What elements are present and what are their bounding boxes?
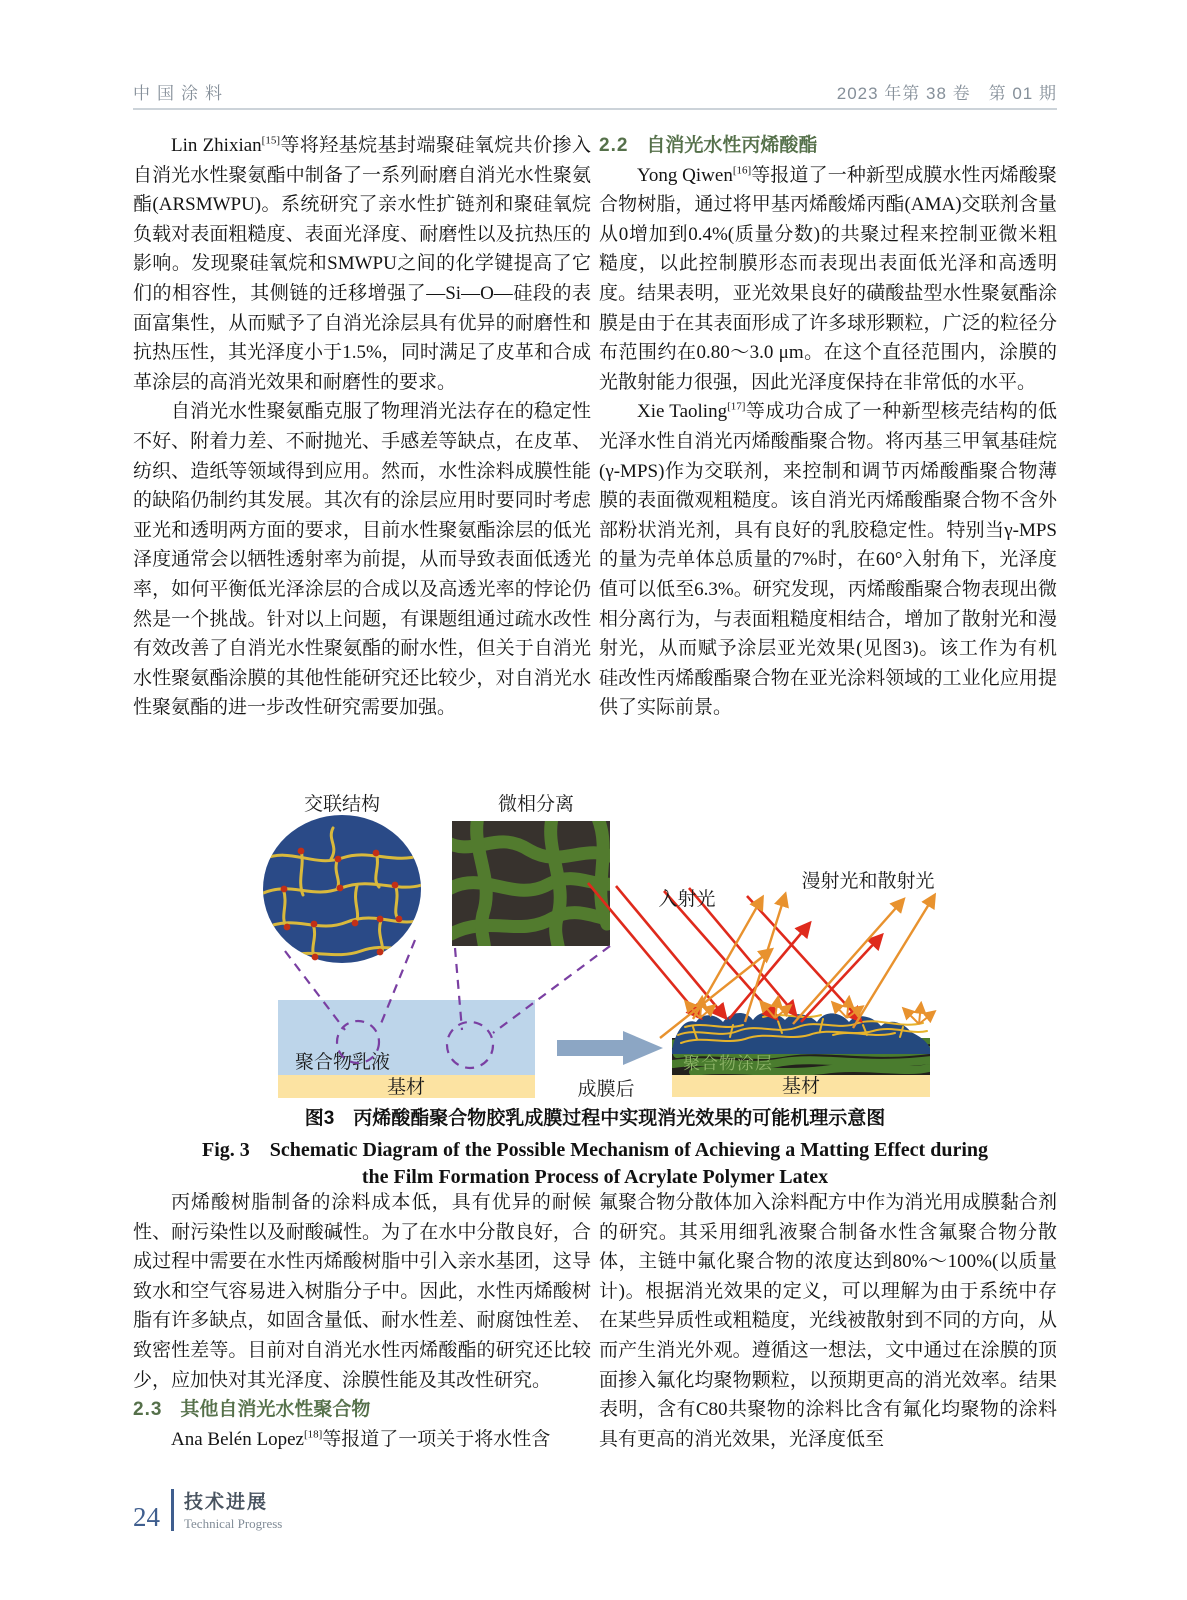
- incident-light-rays: [588, 883, 881, 1022]
- figure-label-after-film: 成膜后: [577, 1079, 635, 1100]
- film-formation-arrow: [557, 1031, 663, 1100]
- polymer-coating-block: [671, 1012, 931, 1097]
- section-heading-2-3: [133, 1395, 591, 1425]
- issue-info: 2023 年第 38 卷 第 01 期: [836, 84, 1057, 103]
- journal-title: 中国涂料: [133, 84, 229, 103]
- figure-label-microphase: 微相分离: [497, 794, 575, 815]
- section-number: 2.3: [133, 1399, 163, 1421]
- section-heading-2-2: [599, 131, 1057, 161]
- figure-3: [133, 788, 1057, 1102]
- figure-label-diffuse: 漫射光和散射光: [801, 871, 935, 892]
- bottom-right-column: [599, 1188, 1057, 1473]
- top-right-column: [599, 131, 1057, 787]
- figure-label-coating: 聚合物涂层: [683, 1054, 773, 1073]
- figure-label-crosslink: 交联结构: [303, 794, 381, 815]
- section-title: 自消光水性丙烯酸酯: [646, 135, 818, 156]
- paragraph: Xie Taoling[17]等成功合成了一种新型核壳结构的低光泽水性自消光丙烯酸酯聚合物。将丙基三甲氧基硅烷(γ-MPS)作为交联剂，来控制和调节丙烯酸酯聚合物薄膜的表面微观粗糙度。该自消光丙烯酸酯聚合物不含外部粉状消光剂，具有良好的乳胶稳定性。特别当γ-MPS的量为壳单体总质量的7%时，在60°入射角下，光泽度值可以低至6.3%。研究发现，丙烯酸酯聚合物表现出微相分离行为，与表面粗糙度相结合，增加了散射光和漫射光，从而赋予涂层亚光效果(见图3)。该工作为有机硅改性丙烯酸酯聚合物在亚光涂料领域的工业化应用提供了实际前景。: [599, 401, 1057, 719]
- bottom-columns: [133, 1188, 1057, 1473]
- top-columns: [133, 131, 1057, 787]
- figure-caption: [133, 1103, 1057, 1191]
- paragraph: Lin Zhixian[15]等将羟基烷基封端聚硅氧烷共价掺入自消光水性聚氨酯中制备了一系列耐磨自消光水性聚氨酯(ARSMWPU)。系统研究了亲水性扩链剂和聚硅氧烷负载对表面粗糙度、表面光泽度、耐磨性以及抗热压的影响。发现聚硅氧烷和SMWPU之间的化学键提高了它们的相容性，其侧链的迁移增强了—Si—O—硅段的表面富集性，从而赋予了自消光涂层具有优异的耐磨性和抗热压性，其光泽度小于1.5%，同时满足了皮革和合成革涂层的高消光效果和耐磨性的要求。: [133, 134, 591, 393]
- figure-caption-en-line1: Fig. 3 Schematic Diagram of the Possible Mechanism of Achieving a Matting Effect during: [201, 1139, 989, 1161]
- figure-caption-en-line2: the Film Formation Process of Acrylate Polymer Latex: [361, 1166, 829, 1188]
- microphase-separation-illustration: [443, 812, 625, 960]
- footer-divider: [171, 1489, 174, 1531]
- section-number: 2.2: [599, 135, 629, 156]
- top-left-column: [133, 131, 591, 787]
- paragraph: Ana Belén Lopez[18]等报道了一项关于将水性含: [171, 1428, 551, 1450]
- page-number: 24: [133, 1502, 160, 1532]
- figure-label-substrate-left: 基材: [386, 1077, 426, 1098]
- paragraph: 氟聚合物分散体加入涂料配方中作为消光用成膜黏合剂的研究。其采用细乳液聚合制备水性含氟聚合物分散体，主链中氟化聚合物的浓度达到80%～100%(以质量计)。根据消光效果的定义，可以理解为由于系统中存在某些异质性或粗糙度，光线被散射到不同的方向，从而产生消光外观。遵循这一想法，文中通过在涂膜的顶面掺入氟化均聚物颗粒，以预期更高的消光效率。结果表明，含有C80共聚物的涂料比含有氟化均聚物的涂料具有更高的消光效果，光泽度低至: [599, 1192, 1057, 1450]
- page-header: [133, 78, 1057, 110]
- paragraph: 自消光水性聚氨酯克服了物理消光法存在的稳定性不好、附着力差、不耐抛光、手感差等缺点，在皮革、纺织、造纸等领域得到应用。然而，水性涂料成膜性能的缺陷仍制约其发展。其次有的涂层应用时要同时考虑亚光和透明两方面的要求，目前水性聚氨酯涂层的低光泽度通常会以牺牲透射率为前提，从而导致表面低透光率，如何平衡低光泽涂层的合成以及高透光率的悖论仍然是一个挑战。针对以上问题，有课题组通过疏水改性有效改善了自消光水性聚氨酯的耐水性，但关于自消光水性聚氨酯涂膜的其他性能研究还比较少，对自消光水性聚氨酯的进一步改性研究需要加强。: [133, 401, 591, 719]
- polymer-emulsion-block: [278, 1000, 535, 1098]
- crosslink-structure-illustration: [261, 815, 425, 963]
- figure-label-emulsion: 聚合物乳液: [295, 1052, 391, 1073]
- figure-label-substrate-right: 基材: [781, 1076, 821, 1097]
- section-title: 其他自消光水性聚合物: [180, 1399, 371, 1421]
- footer-section-en: Technical Progress: [184, 1516, 283, 1531]
- figure-label-incident: 入射光: [658, 889, 716, 910]
- figure-caption-zh: 图3 丙烯酸酯聚合物胶乳成膜过程中实现消光效果的可能机理示意图: [304, 1108, 886, 1129]
- bottom-left-column: [133, 1188, 591, 1473]
- paragraph: Yong Qiwen[16]等报道了一种新型成膜水性丙烯酸聚合物树脂，通过将甲基丙烯酸烯丙酯(AMA)交联剂含量从0增加到0.4%(质量分数)的共聚过程来控制亚微米粗糙度，以此控制膜形态而表现出表面低光泽和高透明度。结果表明，亚光效果良好的磺酸盐型水性聚氨酯涂膜是由于在其表面形成了许多球形颗粒，广泛的粒径分布范围约在0.80～3.0 μm。在这个直径范围内，涂膜的光散射能力很强，因此光泽度保持在非常低的水平。: [599, 164, 1057, 393]
- footer-section: [184, 1487, 282, 1532]
- page-footer: [133, 1487, 282, 1532]
- paragraph: 丙烯酸树脂制备的涂料成本低，具有优异的耐候性、耐污染性以及耐酸碱性。为了在水中分散良好，合成过程中需要在水性丙烯酸树脂中引入亲水基团，这导致水和空气容易进入树脂分子中。因此，水性丙烯酸树脂有许多缺点，如固含量低、耐水性差、耐腐蚀性差、致密性差等。目前对自消光水性丙烯酸酯的研究还比较少，应加快对其光泽度、涂膜性能及其改性研究。: [133, 1192, 591, 1391]
- footer-section-zh: 技术进展: [184, 1492, 269, 1513]
